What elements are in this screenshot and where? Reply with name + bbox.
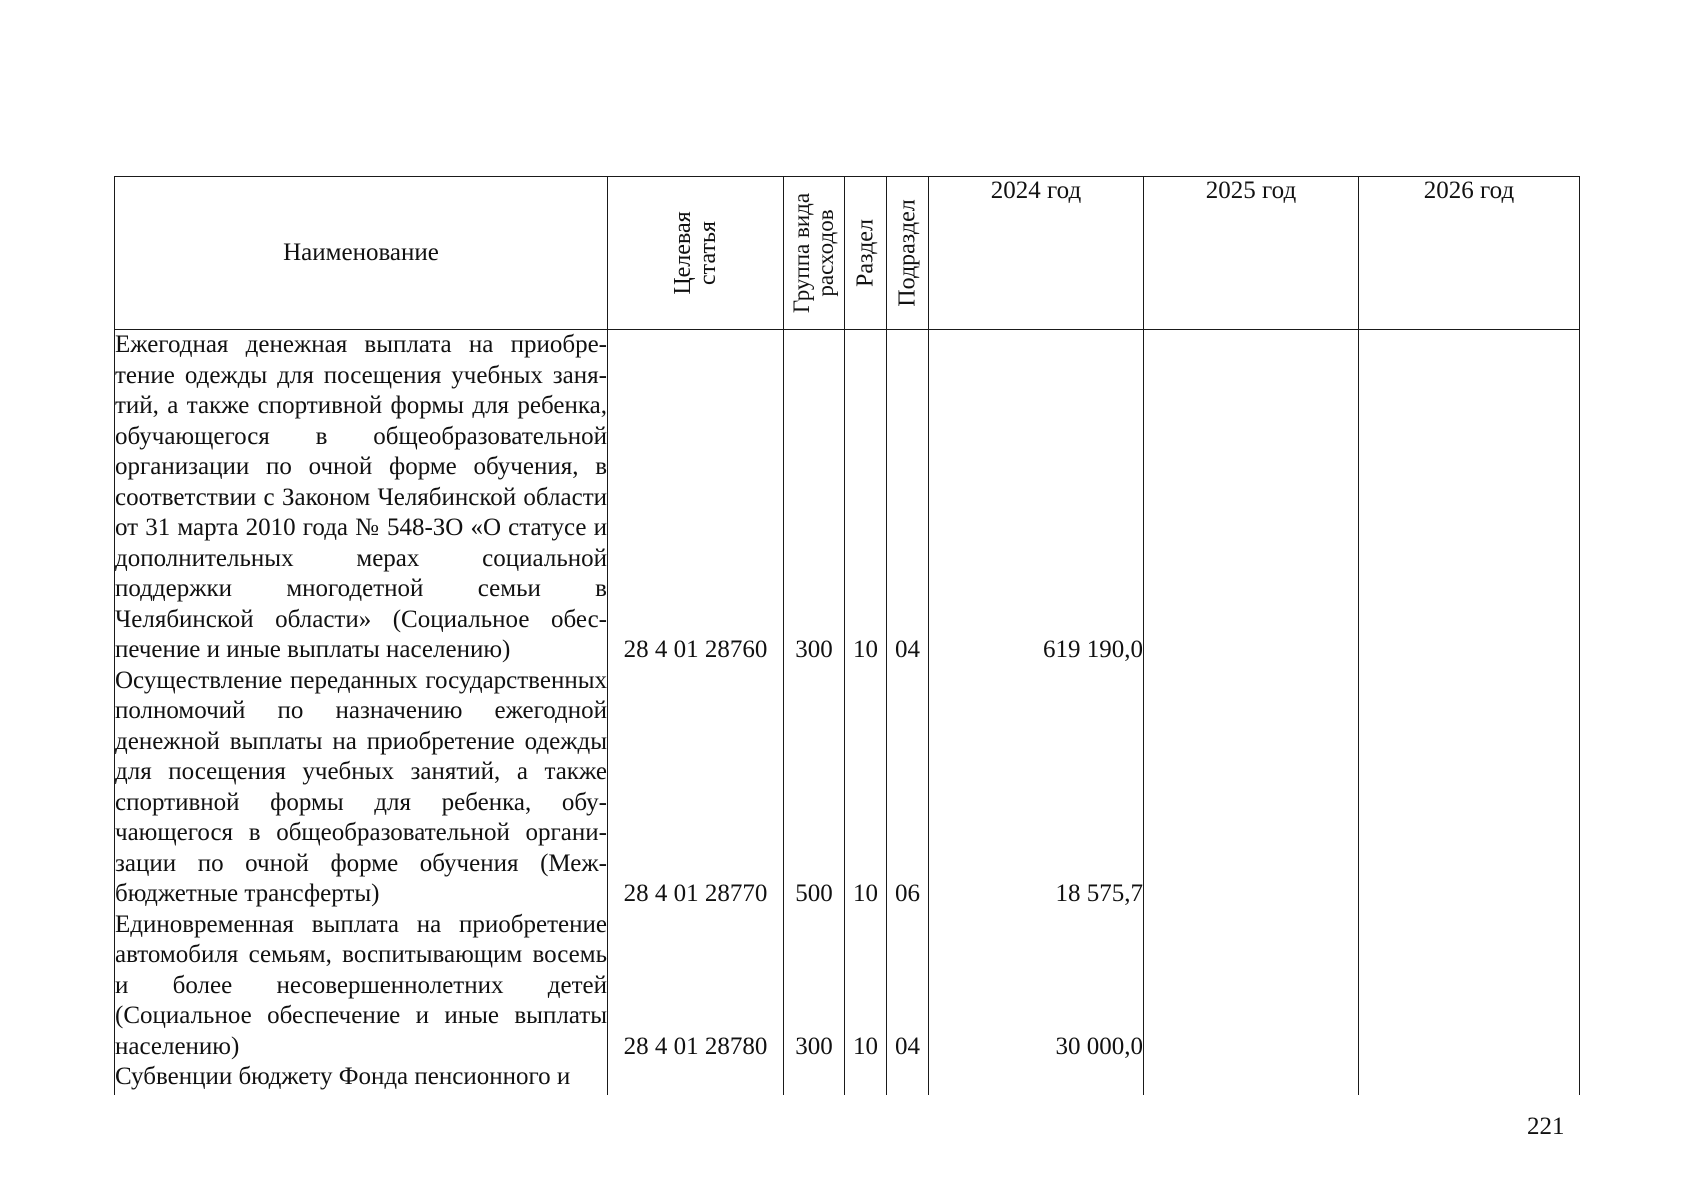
header-name: Наименование <box>115 177 608 330</box>
row-amount-2024: 30 000,0 <box>929 910 1144 1063</box>
row-subsection: 04 <box>887 910 929 1063</box>
row-article: 28 4 01 28780 <box>608 910 784 1063</box>
header-2024: 2024 год <box>929 177 1144 330</box>
table-row <box>115 1062 1580 1095</box>
header-2025: 2025 год <box>1144 177 1359 330</box>
row-amount-2026 <box>1359 1062 1580 1095</box>
row-group: 500 <box>784 666 845 910</box>
row-amount-2025 <box>1144 910 1359 1063</box>
table-row <box>115 666 1580 910</box>
row-group: 300 <box>784 910 845 1063</box>
row-name: Единовременная выплата на приобретение автомобиля семьям, воспитывающим восемь и более несовершеннолетних детей (Социальное обеспечение и иные выплаты населению) <box>115 910 608 1063</box>
row-name: Ежегодная денежная выплата на приобретение одежды для посещения учебных занятий, а также спортивной формы для ребенка, обучающегося в общеобразовательной организации по очной форме обучения, в соответствии с Законом Челябинской области от 31 марта 2010 года № 548-ЗО «О статусе и дополнительных мерах социальной поддержки многодетной семьи в Челябинской области» (Социальное обеспечение и иные выплаты населению) <box>115 330 608 666</box>
header-subsection: Подраздел <box>887 177 929 330</box>
row-article <box>608 1062 784 1095</box>
row-group: 300 <box>784 330 845 666</box>
header-row <box>115 177 1580 330</box>
row-section: 10 <box>845 666 887 910</box>
row-subsection: 06 <box>887 666 929 910</box>
row-amount-2026 <box>1359 666 1580 910</box>
row-amount-2024 <box>929 1062 1144 1095</box>
row-subsection: 04 <box>887 330 929 666</box>
row-name: Осуществление переданных государственных полномочий по назначению ежегодной денежной выплаты на приобретение одежды для посещения учебных занятий, а также спортивной формы для ребенка, обучающегося в общеобразовательной организации по очной форме обучения (Межбюджетные трансферты) <box>115 666 608 910</box>
row-group <box>784 1062 845 1095</box>
row-article: 28 4 01 28770 <box>608 666 784 910</box>
row-amount-2024: 18 575,7 <box>929 666 1144 910</box>
row-amount-2026 <box>1359 910 1580 1063</box>
row-section: 10 <box>845 910 887 1063</box>
row-amount-2025 <box>1144 1062 1359 1095</box>
row-section <box>845 1062 887 1095</box>
header-section: Раздел <box>845 177 887 330</box>
row-subsection <box>887 1062 929 1095</box>
header-2026: 2026 год <box>1359 177 1580 330</box>
row-amount-2025 <box>1144 666 1359 910</box>
table-row <box>115 910 1580 1063</box>
page-number: 221 <box>1527 1113 1565 1140</box>
row-name: Субвенции бюджету Фонда пенсионного и <box>115 1062 608 1095</box>
row-amount-2024: 619 190,0 <box>929 330 1144 666</box>
header-expense-group: Группа вида расходов <box>784 177 845 330</box>
row-amount-2026 <box>1359 330 1580 666</box>
row-amount-2025 <box>1144 330 1359 666</box>
budget-table <box>114 176 1580 1095</box>
table-row <box>115 330 1580 666</box>
row-section: 10 <box>845 330 887 666</box>
header-target-article: Целевая статья <box>608 177 784 330</box>
row-article: 28 4 01 28760 <box>608 330 784 666</box>
